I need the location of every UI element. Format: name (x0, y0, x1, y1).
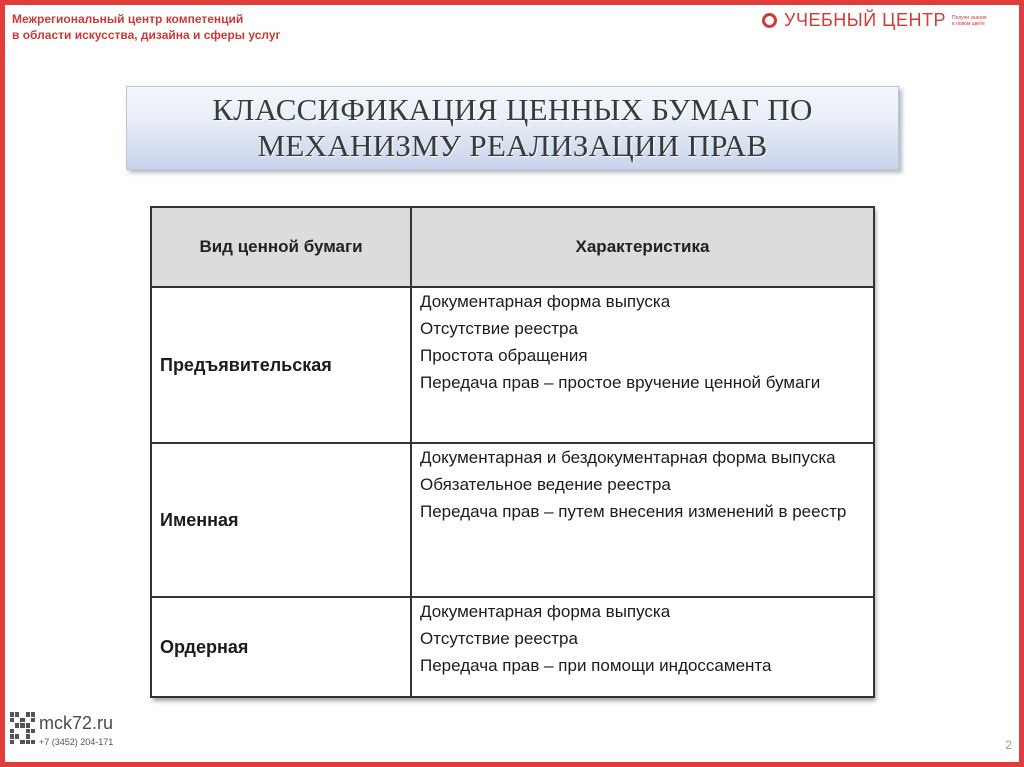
page-number: 2 (1005, 738, 1012, 752)
org-name-line-1: Межрегиональный центр компетенций (12, 12, 244, 26)
footer-phone: +7 (3452) 204-171 (39, 737, 114, 747)
slide-title-line-2: МЕХАНИЗМУ РЕАЛИЗАЦИИ ПРАВ (257, 128, 768, 163)
slide-title (126, 86, 899, 170)
characteristic-item: Передача прав – путем внесения изменений в реестр (420, 502, 847, 521)
characteristic-item: Передача прав – при помощи индоссамента (420, 656, 772, 675)
characteristic-item: Передача прав – простое вручение ценной бумаги (420, 373, 821, 392)
table-header-row (151, 207, 874, 287)
table-row (151, 597, 874, 697)
brand-logo-icon (762, 13, 777, 28)
classification-table (150, 206, 875, 698)
slide-title-line-1: КЛАССИФИКАЦИЯ ЦЕННЫХ БУМАГ ПО (212, 92, 813, 127)
characteristic-item: Обязательное ведение реестра (420, 475, 671, 494)
characteristic-item: Отсутствие реестра (420, 319, 578, 338)
table-row (151, 443, 874, 597)
footer-site-link[interactable]: mck72.ru (39, 713, 114, 733)
security-type-cell: Предъявительская (151, 287, 411, 443)
characteristics-cell (411, 287, 874, 443)
security-type-cell: Ордерная (151, 597, 411, 697)
characteristic-item: Простота обращения (420, 346, 588, 365)
characteristics-cell (411, 443, 874, 597)
org-name-line-2: в области искусства, дизайна и сферы услуг (12, 28, 281, 42)
characteristic-item: Документарная и бездокументарная форма выпуска (420, 448, 836, 467)
brand-name: УЧЕБНЫЙ ЦЕНТР (784, 10, 946, 30)
characteristic-item: Документарная форма выпуска (420, 292, 671, 311)
brand-tagline: Получи знания в новом цвете (952, 14, 987, 27)
table-row (151, 287, 874, 443)
characteristic-item: Отсутствие реестра (420, 629, 578, 648)
security-type-cell: Именная (151, 443, 411, 597)
characteristic-item: Документарная форма выпуска (420, 602, 671, 621)
organization-name (12, 11, 292, 43)
qr-code-icon (10, 712, 35, 744)
column-header-type: Вид ценной бумаги (151, 207, 411, 287)
brand-logo (762, 10, 990, 31)
column-header-characteristics: Характеристика (411, 207, 874, 287)
characteristics-cell (411, 597, 874, 697)
classification-table-wrapper (150, 206, 873, 698)
